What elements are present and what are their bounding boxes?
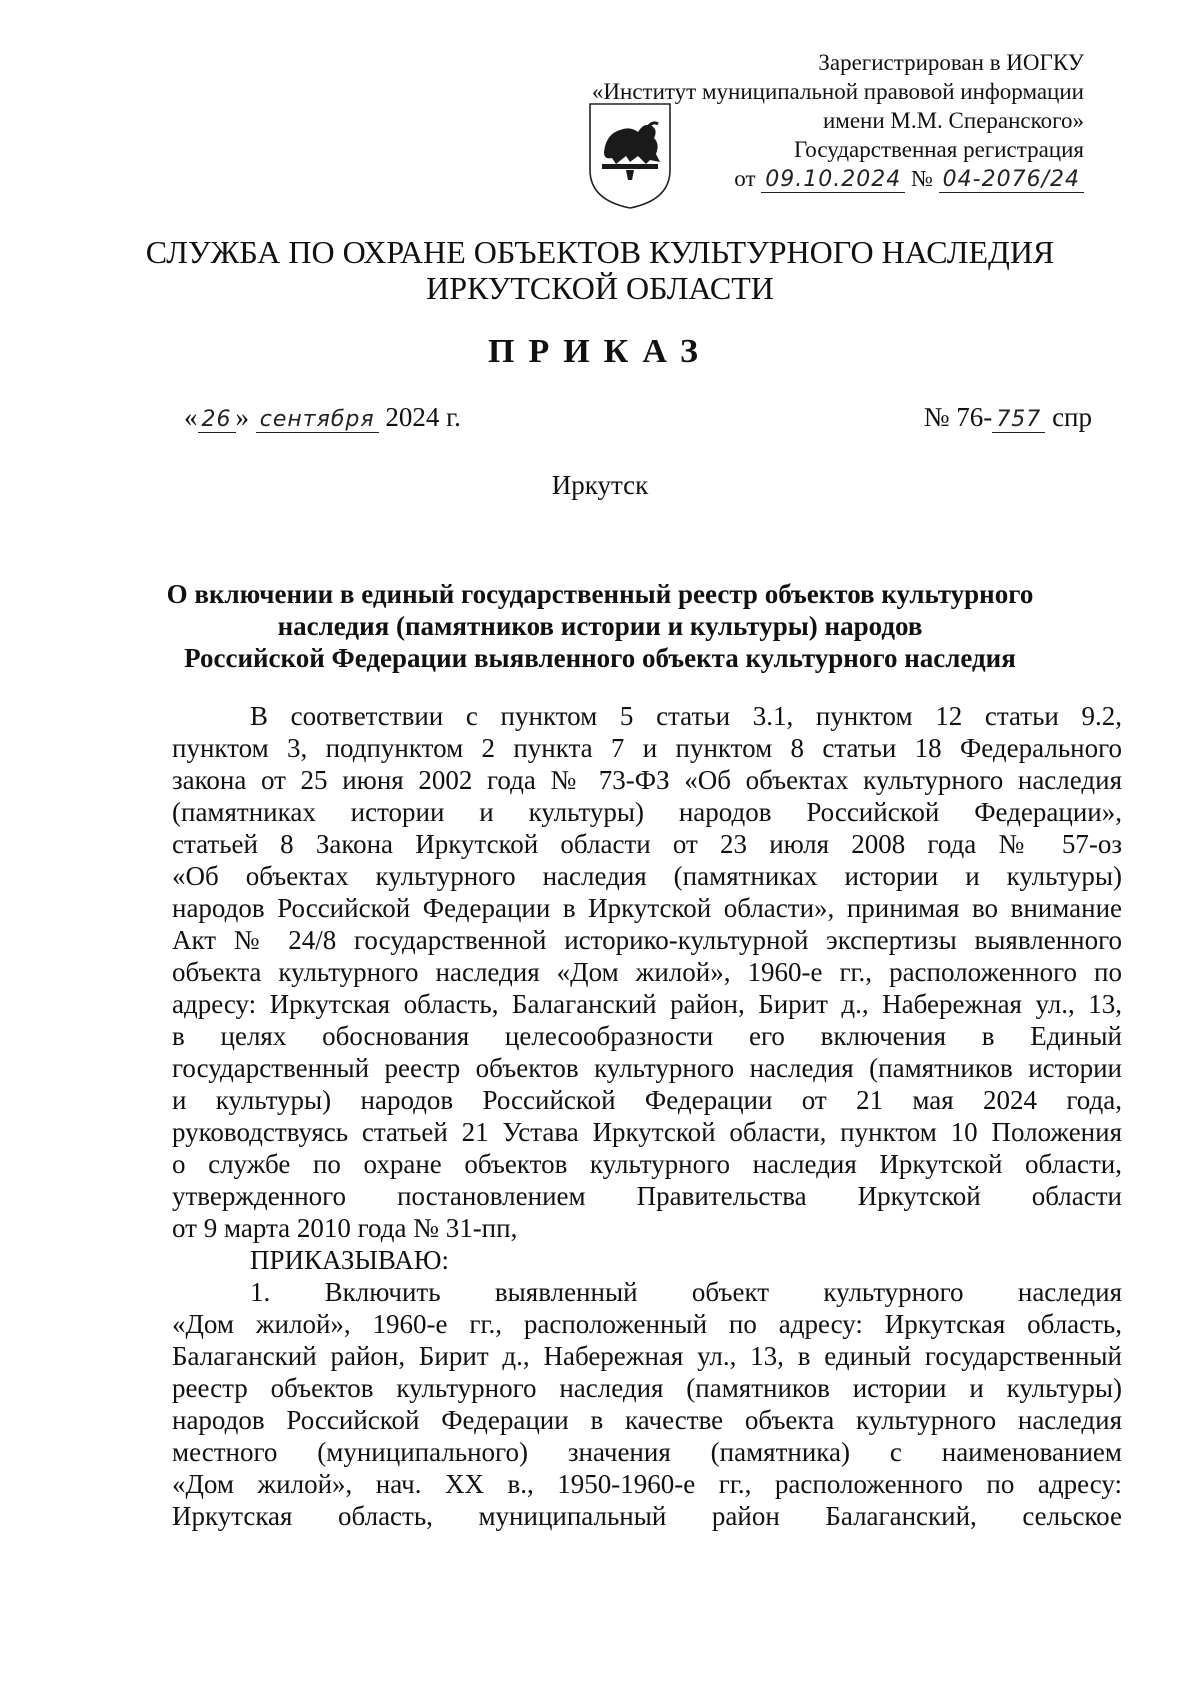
document-type-heading: ПРИКАЗ (488, 333, 712, 370)
order-title-line-2: наследия (памятников истории и культуры) народов (277, 611, 923, 641)
registration-line-2: «Институт муниципальной правовой информации (591, 79, 1084, 104)
registration-line-3: имени М.М. Сперанского» (822, 108, 1084, 133)
body-line: местного (муниципального) значения (памятника) с наименованием (172, 1437, 1122, 1467)
registration-line-1: Зарегистрирован в ИОГКУ (818, 50, 1084, 75)
order-date-year: 2024 г. (385, 402, 461, 432)
body-line: статьей 8 Закона Иркутской области от 23 июля 2008 года № 57-оз (172, 829, 1122, 859)
order-title (0, 578, 1200, 674)
order-date-open-quote: « (184, 402, 198, 432)
agency-name (0, 234, 1200, 306)
body-line: утвержденного постановлением Правительства Иркутской области (172, 1181, 1122, 1211)
city-name: Иркутск (551, 470, 649, 500)
body-line: (памятниках истории и культуры) народов Российской Федерации», (172, 797, 1122, 827)
body-line: адресу: Иркутская область, Балаганский район, Бирит д., Набережная ул., 13, (172, 989, 1122, 1019)
body-line: Иркутская область, муниципальный район Балаганский, сельское (172, 1501, 1122, 1531)
order-number (924, 402, 1092, 433)
coat-of-arms-icon (586, 100, 674, 212)
body-line: о службе по охране объектов культурного наследия Иркутской области, (172, 1149, 1122, 1179)
order-title-line-3: Российской Федерации выявленного объекта культурного наследия (184, 643, 1016, 673)
agency-name-line-1: СЛУЖБА ПО ОХРАНЕ ОБЪЕКТОВ КУЛЬТУРНОГО НАСЛЕДИЯ (145, 234, 1055, 270)
order-title-line-1: О включении в единый государственный реестр объектов культурного (166, 579, 1034, 609)
body-line: «Об объектах культурного наследия (памятниках истории и культуры) (172, 861, 1122, 891)
body-line: Балаганский район, Бирит д., Набережная ул., 13, в единый государственный (172, 1341, 1122, 1371)
body-line: Акт № 24/8 государственной историко-культурной экспертизы выявленного (172, 925, 1122, 955)
body-line: народов Российской Федерации в Иркутской области», принимая во внимание (172, 893, 1122, 923)
order-date (184, 402, 461, 433)
agency-name-line-2: ИРКУТСКОЙ ОБЛАСТИ (426, 270, 774, 306)
registration-date-value: 09.10.2024 (761, 168, 905, 193)
body-line: руководствуясь статьей 21 Устава Иркутской области, пунктом 10 Положения (172, 1117, 1122, 1147)
body-line-decree-word: ПРИКАЗЫВАЮ: (250, 1245, 449, 1275)
registration-line-4: Государственная регистрация (794, 137, 1084, 162)
order-number-prefix: № 76- (923, 402, 993, 432)
body-line: 1. Включить выявленный объект культурного наследия (250, 1277, 1122, 1307)
body-line: реестр объектов культурного наследия (памятников истории и культуры) (172, 1373, 1122, 1403)
order-body (172, 700, 1122, 1532)
order-date-close-quote: » (235, 402, 249, 432)
order-date-day: 26 (198, 408, 236, 433)
body-line: и культуры) народов Российской Федерации от 21 мая 2024 года, (172, 1085, 1122, 1115)
body-line: от 9 марта 2010 года № 31-пп, (172, 1213, 518, 1243)
order-number-suffix: спр (1045, 402, 1092, 432)
body-line: государственный реестр объектов культурного наследия (памятников истории (172, 1053, 1122, 1083)
body-line: закона от 25 июня 2002 года № 73-ФЗ «Об объектах культурного наследия (172, 765, 1122, 795)
registration-number-value: 04-2076/24 (939, 168, 1084, 193)
body-line: В соответствии с пунктом 5 статьи 3.1, пунктом 12 статьи 9.2, (250, 701, 1122, 731)
order-number-handwritten: 757 (992, 408, 1045, 433)
body-line: в целях обоснования целесообразности его включения в Единый (172, 1021, 1122, 1051)
body-line: «Дом жилой», 1960-е гг., расположенный по адресу: Иркутская область, (172, 1309, 1122, 1339)
body-line: пунктом 3, подпунктом 2 пункта 7 и пунктом 8 статьи 18 Федерального (172, 733, 1122, 763)
body-line: народов Российской Федерации в качестве объекта культурного наследия (172, 1405, 1122, 1435)
body-line: «Дом жилой», нач. XX в., 1950-1960-е гг., расположенного по адресу: (172, 1469, 1122, 1499)
body-line: объекта культурного наследия «Дом жилой», 1960-е гг., расположенного по (172, 957, 1122, 987)
registration-number-sign: № (910, 166, 933, 191)
order-date-month: сентября (256, 408, 379, 433)
registration-date-prefix: от (734, 166, 756, 191)
